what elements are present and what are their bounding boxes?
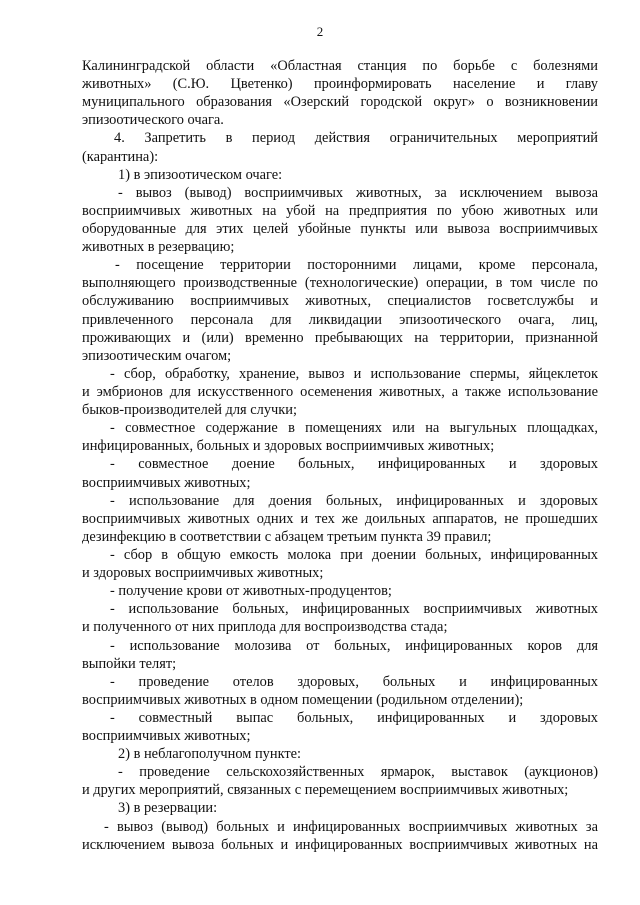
text-line: обслуживанию восприимчивых животных, специалистов госветслужбы и — [82, 293, 598, 310]
text-line: эпизоотическим очагом; — [82, 347, 232, 364]
text-line: инфицированных, больных и здоровых восприимчивых животных; — [82, 438, 495, 455]
text-line: эпизоотического очага. — [82, 112, 224, 129]
text-line: животных» (С.Ю. Цветенко) проинформировать население и главу — [82, 76, 598, 93]
text-line: - совместное содержание в помещениях или на выгульных площадках, — [110, 420, 598, 437]
text-line: оборудованные для этих целей убойные пункты или вывоза восприимчивых — [82, 220, 598, 237]
text-line: - сбор в общую емкость молока при доении больных, инфицированных — [110, 546, 598, 563]
text-line: - сбор, обработку, хранение, вывоз и использование спермы, яйцеклеток — [110, 365, 598, 382]
text-line: быков-производителей для случки; — [82, 402, 297, 419]
text-line: - проведение сельскохозяйственных ярмарок, выставок (аукционов) — [118, 764, 598, 781]
text-line: восприимчивых животных; — [82, 474, 251, 491]
text-line: дезинфекцию в соответствии с абзацем третьим пункта 39 правил; — [82, 528, 492, 545]
text-line: - получение крови от животных-продуцентов; — [110, 583, 392, 600]
text-line: восприимчивых животных; — [82, 728, 251, 745]
text-line: - использование молозива от больных, инфицированных коров для — [110, 637, 598, 654]
text-line: 1) в эпизоотическом очаге: — [118, 166, 283, 183]
text-line: восприимчивых животных в одном помещении (родильном отделении); — [82, 691, 524, 708]
body-text — [82, 57, 598, 854]
text-line: восприимчивых животных одних и тех же доильных аппаратов, не прошедших — [82, 510, 598, 527]
text-line: выполняющего производственные (технологические) операции, в том числе по — [82, 275, 598, 292]
text-line: исключением вывоза больных и инфицированных восприимчивых животных на — [82, 836, 598, 853]
text-line: Калининградской области «Областная станция по борьбе с болезнями — [82, 58, 598, 74]
text-line: - вывоз (вывод) восприимчивых животных, за исключением вывоза — [118, 184, 598, 201]
text-line: - использование для доения больных, инфицированных и здоровых — [110, 492, 598, 509]
text-line: 3) в резервации: — [118, 800, 218, 817]
text-line: проживающих и (или) временно пребывающих на территории, признанной — [82, 329, 598, 346]
page-number: 2 — [316, 24, 324, 39]
text-line: - проведение отелов здоровых, больных и инфицированных — [110, 673, 598, 690]
text-line: и эмбрионов для искусственного осеменения животных, а также использование — [82, 383, 598, 400]
text-line: (карантина): — [82, 148, 159, 165]
text-line: - вывоз (вывод) больных и инфицированных восприимчивых животных за — [104, 818, 598, 835]
text-line: и здоровых восприимчивых животных; — [82, 565, 324, 582]
text-line: привлеченного персонала для ликвидации эпизоотического очага, лиц, — [82, 311, 598, 328]
text-line: и полученного от них приплода для воспроизводства стада; — [82, 619, 448, 636]
text-line: восприимчивых животных на убой на предприятия по убою животных или — [82, 202, 598, 219]
text-line: - совместное доение больных, инфицированных и здоровых — [110, 456, 598, 473]
text-line: животных в резервацию; — [82, 239, 235, 256]
text-line: 2) в неблагополучном пункте: — [118, 746, 302, 763]
text-line: выпойки телят; — [82, 655, 177, 672]
text-line: 4. Запретить в период действия ограничительных мероприятий — [114, 130, 598, 147]
text-line: и других мероприятий, связанных с перемещением восприимчивых животных; — [82, 782, 569, 799]
text-line: - совместный выпас больных, инфицированных и здоровых — [110, 709, 598, 726]
text-line: - использование больных, инфицированных восприимчивых животных — [110, 601, 598, 618]
text-line: муниципального образования «Озерский городской округ» о возникновении — [82, 94, 598, 111]
text-line: - посещение территории посторонними лицами, кроме персонала, — [115, 257, 598, 274]
